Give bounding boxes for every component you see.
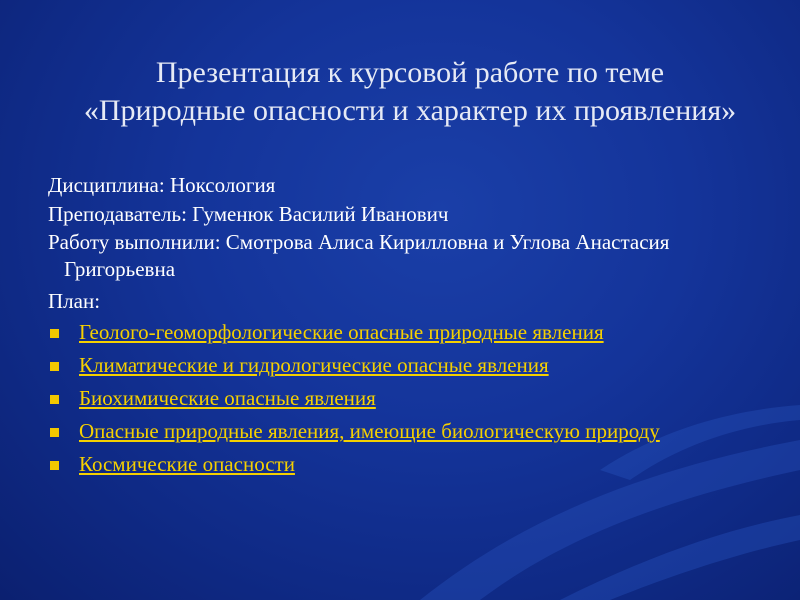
topics-list: [48, 319, 748, 478]
title-line-1: Презентация к курсовой работе по теме: [155, 56, 665, 89]
square-bullet-icon: [50, 428, 59, 437]
topic-link-geology[interactable]: Геолого-геоморфологические опасные природные явления: [79, 320, 604, 344]
list-item: [48, 319, 748, 346]
slide-title: [10, 54, 800, 130]
list-item: [48, 451, 748, 478]
discipline-text: Дисциплина: Ноксология: [48, 173, 276, 197]
square-bullet-icon: [50, 362, 59, 371]
slide-content: [48, 171, 748, 484]
plan-label: План:: [48, 289, 101, 313]
authors-text: Работу выполнили: Смотрова Алиса Кирилловна и Углова Анастасия Григорьевна: [48, 230, 670, 281]
topic-link-space[interactable]: Космические опасности: [79, 452, 295, 476]
teacher-text: Преподаватель: Гуменюк Василий Иванович: [48, 202, 449, 226]
topic-link-climate[interactable]: Климатические и гидрологические опасные явления: [79, 353, 549, 377]
title-line-2: «Природные опасности и характер их проявления»: [83, 94, 737, 127]
topic-link-biological[interactable]: Опасные природные явления, имеющие биологическую природу: [79, 419, 660, 443]
topic-link-biochemical[interactable]: Биохимические опасные явления: [79, 386, 376, 410]
list-item: [48, 352, 748, 379]
list-item: [48, 385, 748, 412]
square-bullet-icon: [50, 461, 59, 470]
list-item: [48, 418, 748, 445]
square-bullet-icon: [50, 329, 59, 338]
square-bullet-icon: [50, 395, 59, 404]
